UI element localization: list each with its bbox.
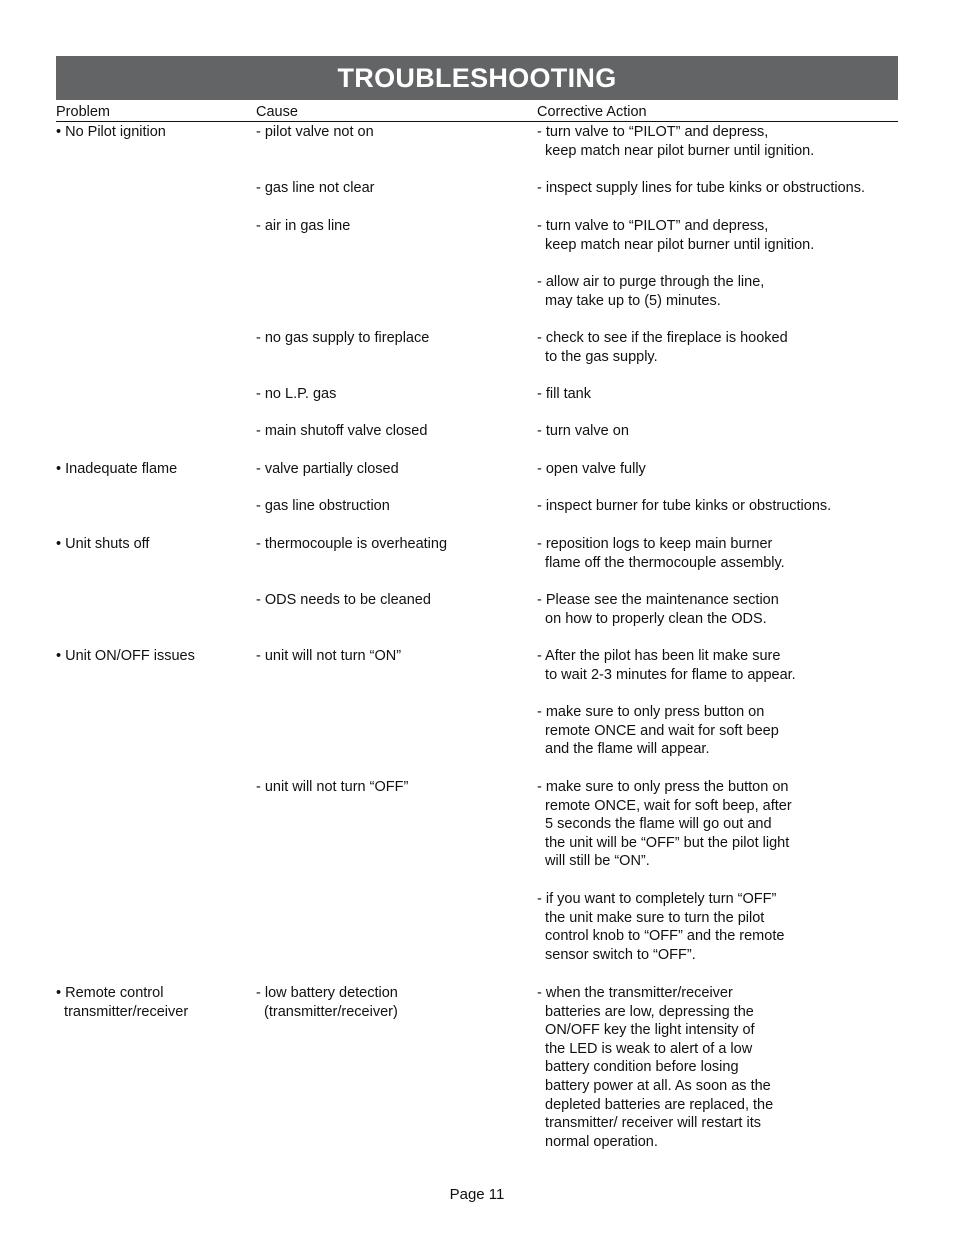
action-7: - turn valve on [537,423,629,439]
action-16: - when the transmitter/receiver batteries are low, depressing the ON/OFF key the light intensity of the LED is weak to alert of a low battery condition before losing battery power at all. As soon as the depleted batteries are replaced, the transmitter/ receiver will restart its normal operation. [537,985,774,1150]
problem-remote-control: • Remote control transmitter/receiver [56,985,189,1020]
cause-valve-partially-closed: - valve partially closed [256,461,399,477]
cause-gas-line-obstruction: - gas line obstruction [256,498,390,514]
cause-thermocouple: - thermocouple is overheating [256,536,448,552]
cause-no-gas-supply: - no gas supply to fireplace [256,330,430,346]
action-9: - inspect burner for tube kinks or obstructions. [537,498,832,514]
action-2: - inspect supply lines for tube kinks or obstructions. [537,180,866,196]
action-11: - Please see the maintenance section on how to properly clean the ODS. [537,592,779,627]
header-corrective-action: Corrective Action [537,104,647,120]
page-title: TROUBLESHOOTING [56,56,898,100]
problem-inadequate-flame: • Inadequate flame [56,461,178,477]
cause-not-turn-on: - unit will not turn “ON” [256,648,402,664]
table-header [56,104,898,122]
action-14: - make sure to only press the button on remote ONCE, wait for soft beep, after 5 seconds the flame will go out and the unit will be “OFF” but the pilot light will still be “ON”. [537,779,792,870]
cause-gas-line-not-clear: - gas line not clear [256,180,375,196]
action-3: - turn valve to “PILOT” and depress, keep match near pilot burner until ignition. [537,218,815,253]
cause-pilot-valve: - pilot valve not on [256,124,374,140]
cause-no-lp-gas: - no L.P. gas [256,386,337,402]
header-cause: Cause [256,104,298,120]
page-number: Page 11 [449,1186,505,1203]
problem-unit-shuts-off: • Unit shuts off [56,536,150,552]
cause-not-turn-off: - unit will not turn “OFF” [256,779,409,795]
action-5: - check to see if the fireplace is hooked to the gas supply. [537,330,788,365]
action-1: - turn valve to “PILOT” and depress, keep match near pilot burner until ignition. [537,124,815,159]
action-15: - if you want to completely turn “OFF” the unit make sure to turn the pilot control knob to “OFF” and the remote sensor switch to “OFF”. [537,891,785,963]
cause-ods-clean: - ODS needs to be cleaned [256,592,431,608]
problem-unit-on-off: • Unit ON/OFF issues [56,648,195,664]
problem-no-pilot-ignition: • No Pilot ignition [56,124,166,140]
action-10: - reposition logs to keep main burner flame off the thermocouple assembly. [537,536,785,571]
action-4: - allow air to purge through the line, may take up to (5) minutes. [537,274,765,309]
cause-air-in-gas-line: - air in gas line [256,218,351,234]
action-13: - make sure to only press button on remote ONCE and wait for soft beep and the flame will appear. [537,704,779,758]
header-problem: Problem [56,104,110,120]
action-8: - open valve fully [537,461,646,477]
action-12: - After the pilot has been lit make sure to wait 2-3 minutes for flame to appear. [537,648,796,683]
action-6: - fill tank [537,386,591,402]
cause-low-battery: - low battery detection (transmitter/receiver) [256,985,398,1020]
cause-main-shutoff: - main shutoff valve closed [256,423,428,439]
